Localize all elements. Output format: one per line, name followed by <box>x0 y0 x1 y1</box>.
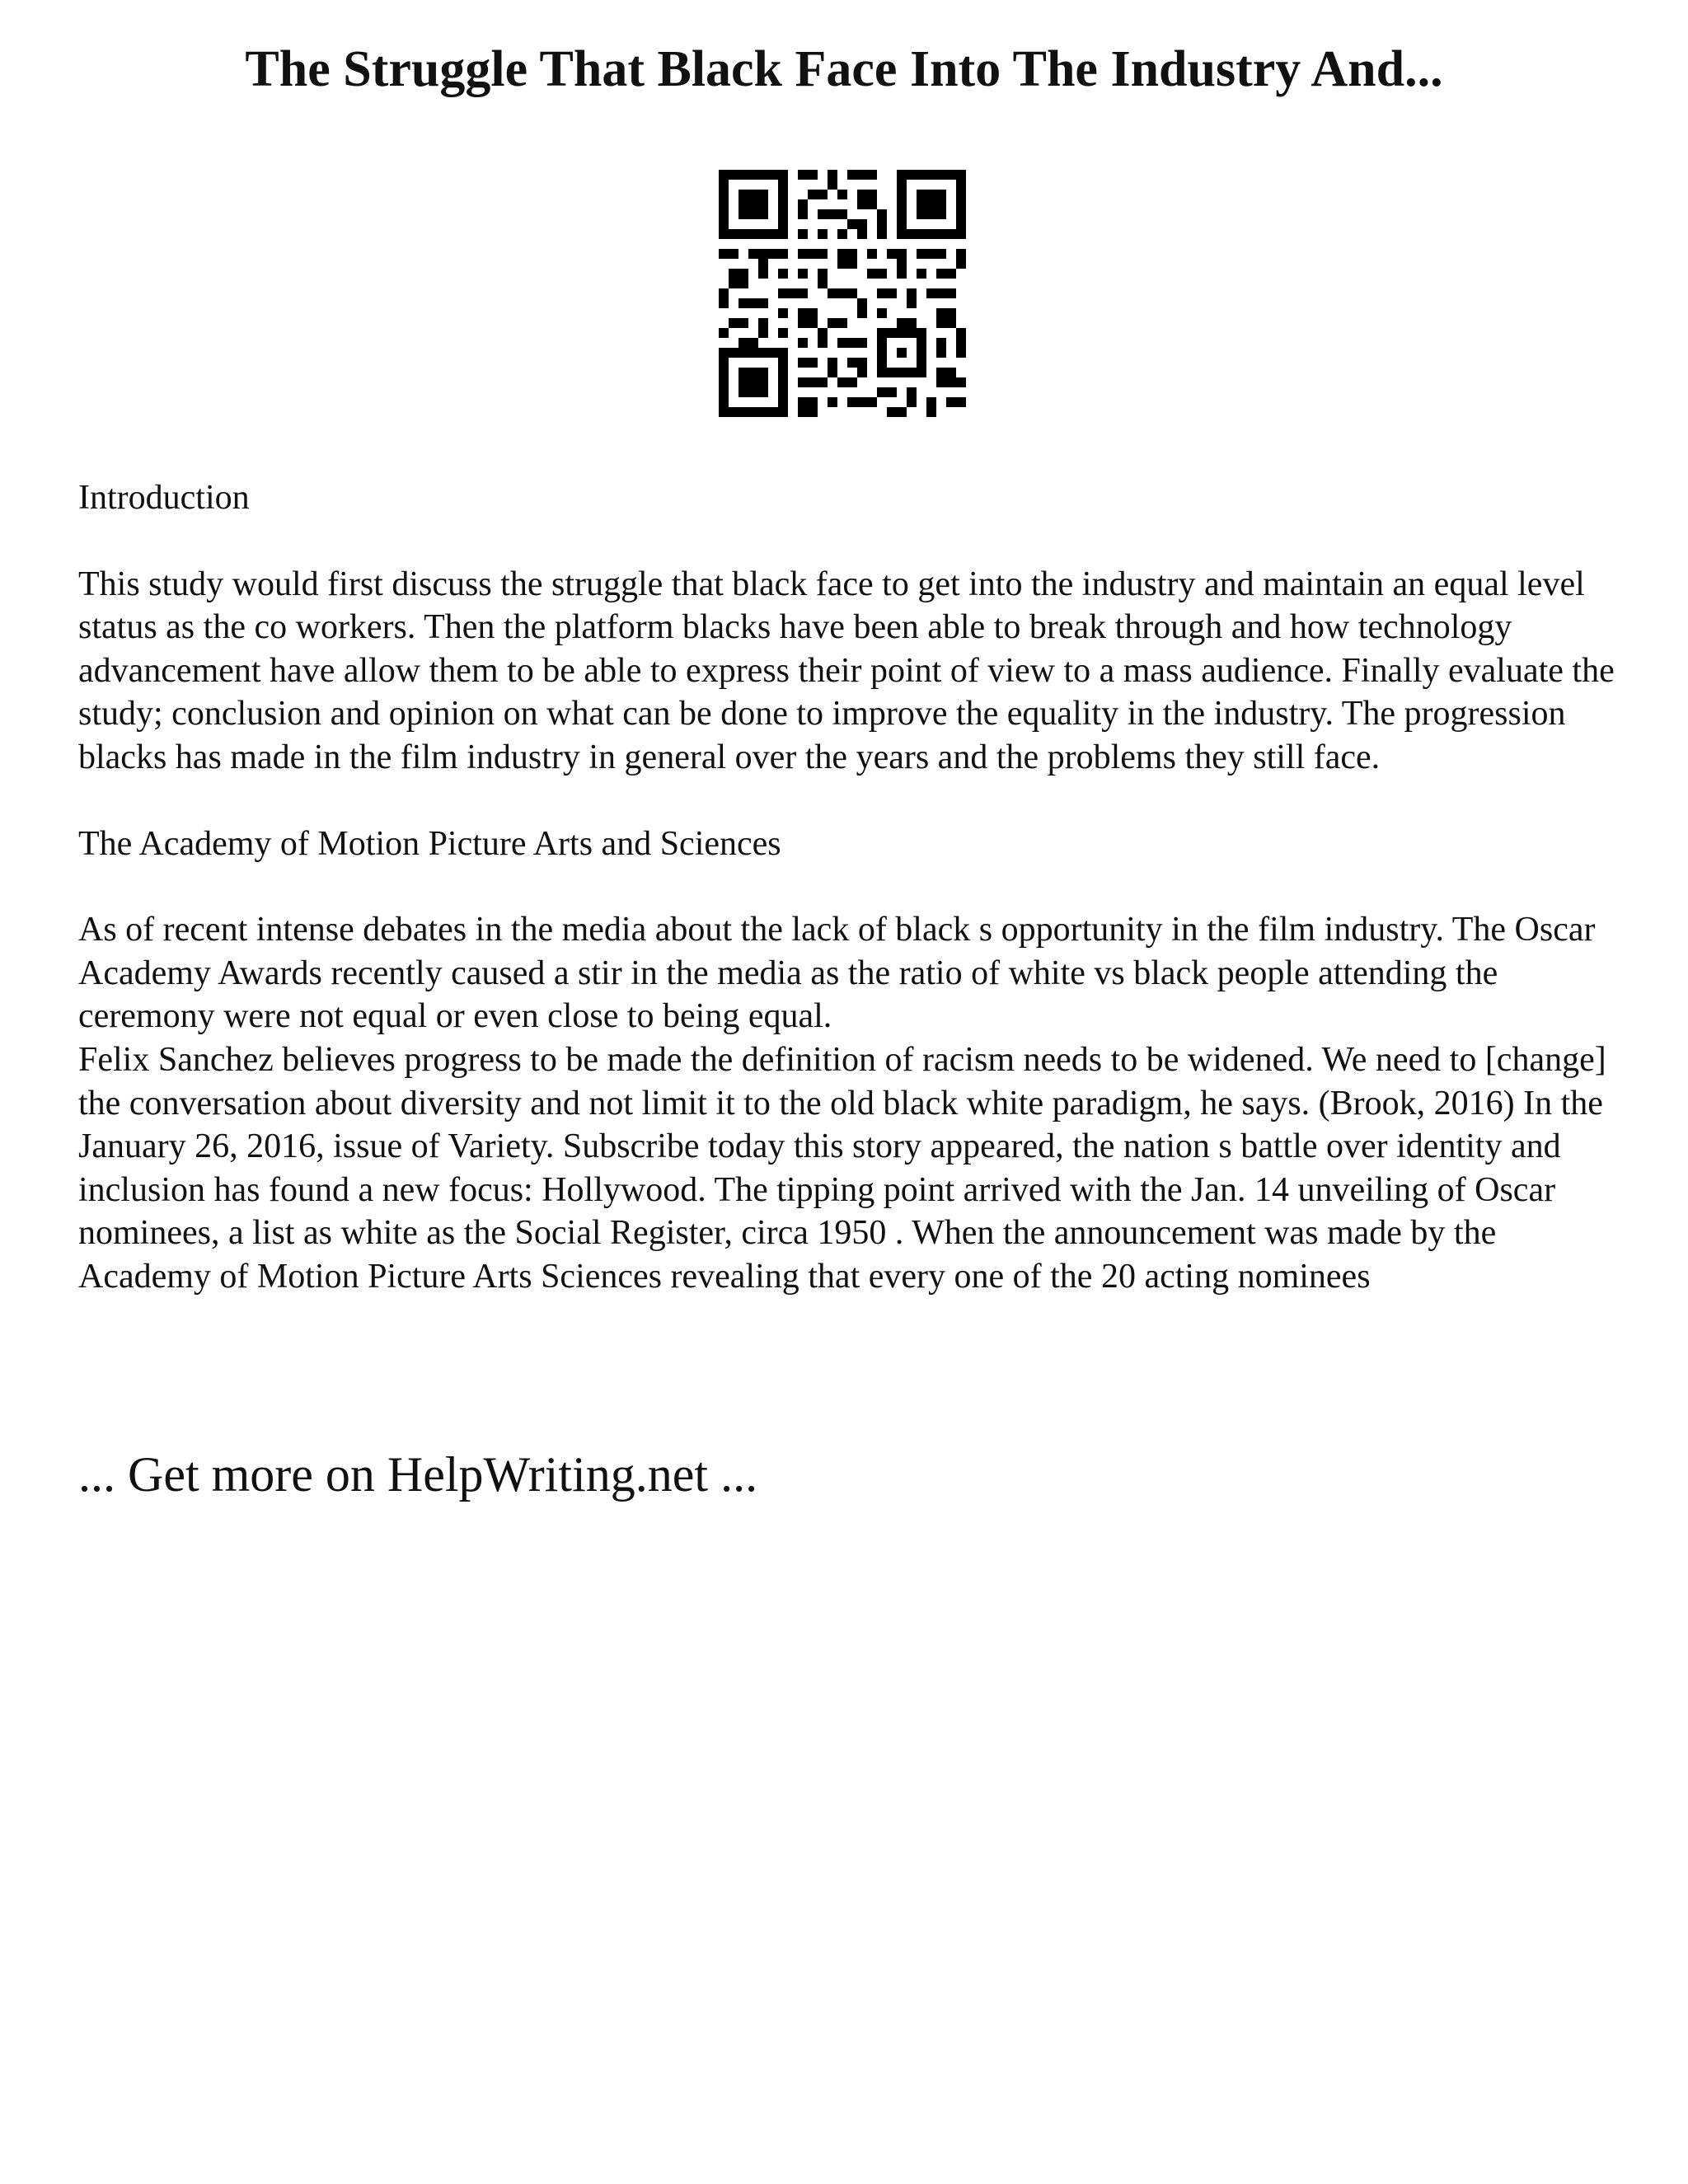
section-heading-introduction: Introduction <box>78 479 250 517</box>
academy-paragraph-2: Felix Sanchez believes progress to be made the definition of racism needs to be widened. We need to [change] the conversation about diversity and not limit it to the old black white paradigm, he says. (Brook, 2016) In the January 26, 2016, issue of Variety. Subscribe today this story appeared, the nation s battle over identity and inclusion has found a new focus: Hollywood. The tipping point arrived with the Jan. 14 unveiling of Oscar nominees, a list as white as the Social Register, circa 1950 . When the announcement was made by the Academy of Motion Picture Arts Sciences revealing that every one of the 20 acting nominees <box>78 1040 1606 1296</box>
document-body <box>78 476 1620 1299</box>
academy-paragraph-1: As of recent intense debates in the media about the lack of black s opportunity in the film industry. The Oscar Academy Awards recently caused a stir in the media as the ratio of white vs black people attending the ceremony were not equal or even close to being equal. <box>78 911 1596 1036</box>
introduction-paragraph: This study would first discuss the struggle that black face to get into the industry and maintain an equal level status as the co workers. Then the platform blacks have been able to break through and how technology advancement have allow them to be able to express their point of view to a mass audience. Finally evaluate the study; conclusion and opinion on what can be done to improve the equality in the industry. The progression blacks has made in the film industry in general over the years and the problems they still face. <box>78 565 1615 776</box>
section-heading-academy: The Academy of Motion Picture Arts and Sciences <box>78 824 781 863</box>
qr-code-icon <box>719 170 966 417</box>
get-more-link[interactable]: ... Get more on HelpWriting.net ... <box>78 1447 758 1502</box>
document-title: The Struggle That Black Face Into The Industry And... <box>245 41 1443 97</box>
